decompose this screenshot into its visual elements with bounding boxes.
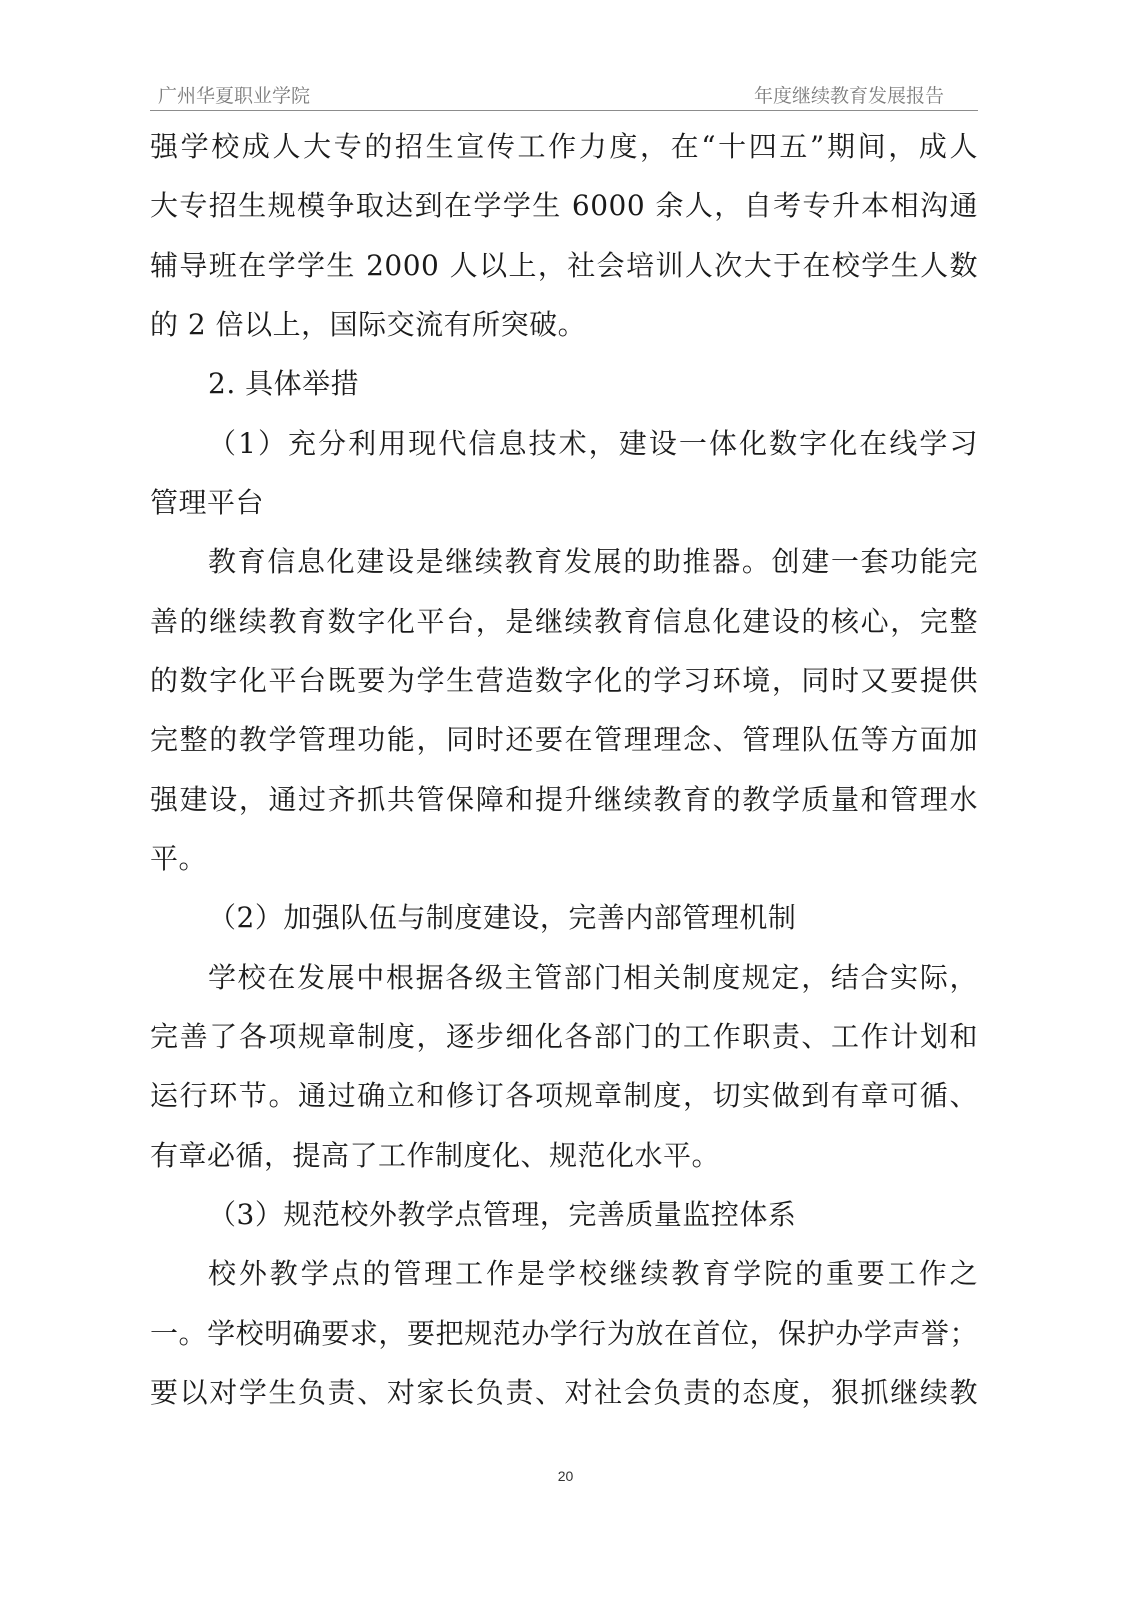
body-line: 有章必循，提高了工作制度化、规范化水平。 xyxy=(150,1139,721,1172)
body-line: 完善了各项规章制度，逐步细化各部门的工作职责、工作计划和 xyxy=(150,1020,978,1053)
subsection-heading: （1）充分利用现代信息技术，建设一体化数字化在线学习 xyxy=(208,427,978,460)
body-line: 强建设，通过齐抓共管保障和提升继续教育的教学质量和管理水 xyxy=(150,783,978,816)
header-school-name: 广州华夏职业学院 xyxy=(158,85,311,107)
body-line: 辅导班在学学生 2000 人以上，社会培训人次大于在校学生人数 xyxy=(150,249,978,282)
body-line: 的数字化平台既要为学生营造数字化的学习环境，同时又要提供 xyxy=(150,664,978,697)
body-line: 善的继续教育数字化平台，是继续教育信息化建设的核心，完整 xyxy=(150,605,978,638)
subsection-heading-cont: 管理平台 xyxy=(150,486,265,519)
body-line: 要以对学生负责、对家长负责、对社会负责的态度，狠抓继续教 xyxy=(150,1376,978,1409)
body-line: 完整的教学管理功能，同时还要在管理理念、管理队伍等方面加 xyxy=(150,723,978,756)
body-line: 一。学校明确要求，要把规范办学行为放在首位，保护办学声誉； xyxy=(150,1317,978,1350)
body-line: 学校在发展中根据各级主管部门相关制度规定，结合实际， xyxy=(208,961,978,994)
body-line: 大专招生规模争取达到在学学生 6000 余人，自考专升本相沟通 xyxy=(150,189,978,222)
subsection-heading: （3）规范校外教学点管理，完善质量监控体系 xyxy=(208,1198,797,1231)
header-report-title: 年度继续教育发展报告 xyxy=(753,85,944,107)
body-line: 运行环节。通过确立和修订各项规章制度，切实做到有章可循、 xyxy=(150,1079,978,1112)
subsection-heading: （2）加强队伍与制度建设，完善内部管理机制 xyxy=(208,901,797,934)
page-header xyxy=(150,78,978,111)
body-line: 平。 xyxy=(150,842,208,875)
body-line: 教育信息化建设是继续教育发展的助推器。创建一套功能完 xyxy=(208,545,978,578)
body-line: 的 2 倍以上，国际交流有所突破。 xyxy=(150,308,587,341)
section-heading: 2. 具体举措 xyxy=(208,367,360,400)
body-line: 校外教学点的管理工作是学校继续教育学院的重要工作之 xyxy=(208,1257,978,1290)
body-line: 强学校成人大专的招生宣传工作力度，在“十四五”期间，成人 xyxy=(150,130,978,163)
page-number: 20 xyxy=(557,1468,574,1484)
